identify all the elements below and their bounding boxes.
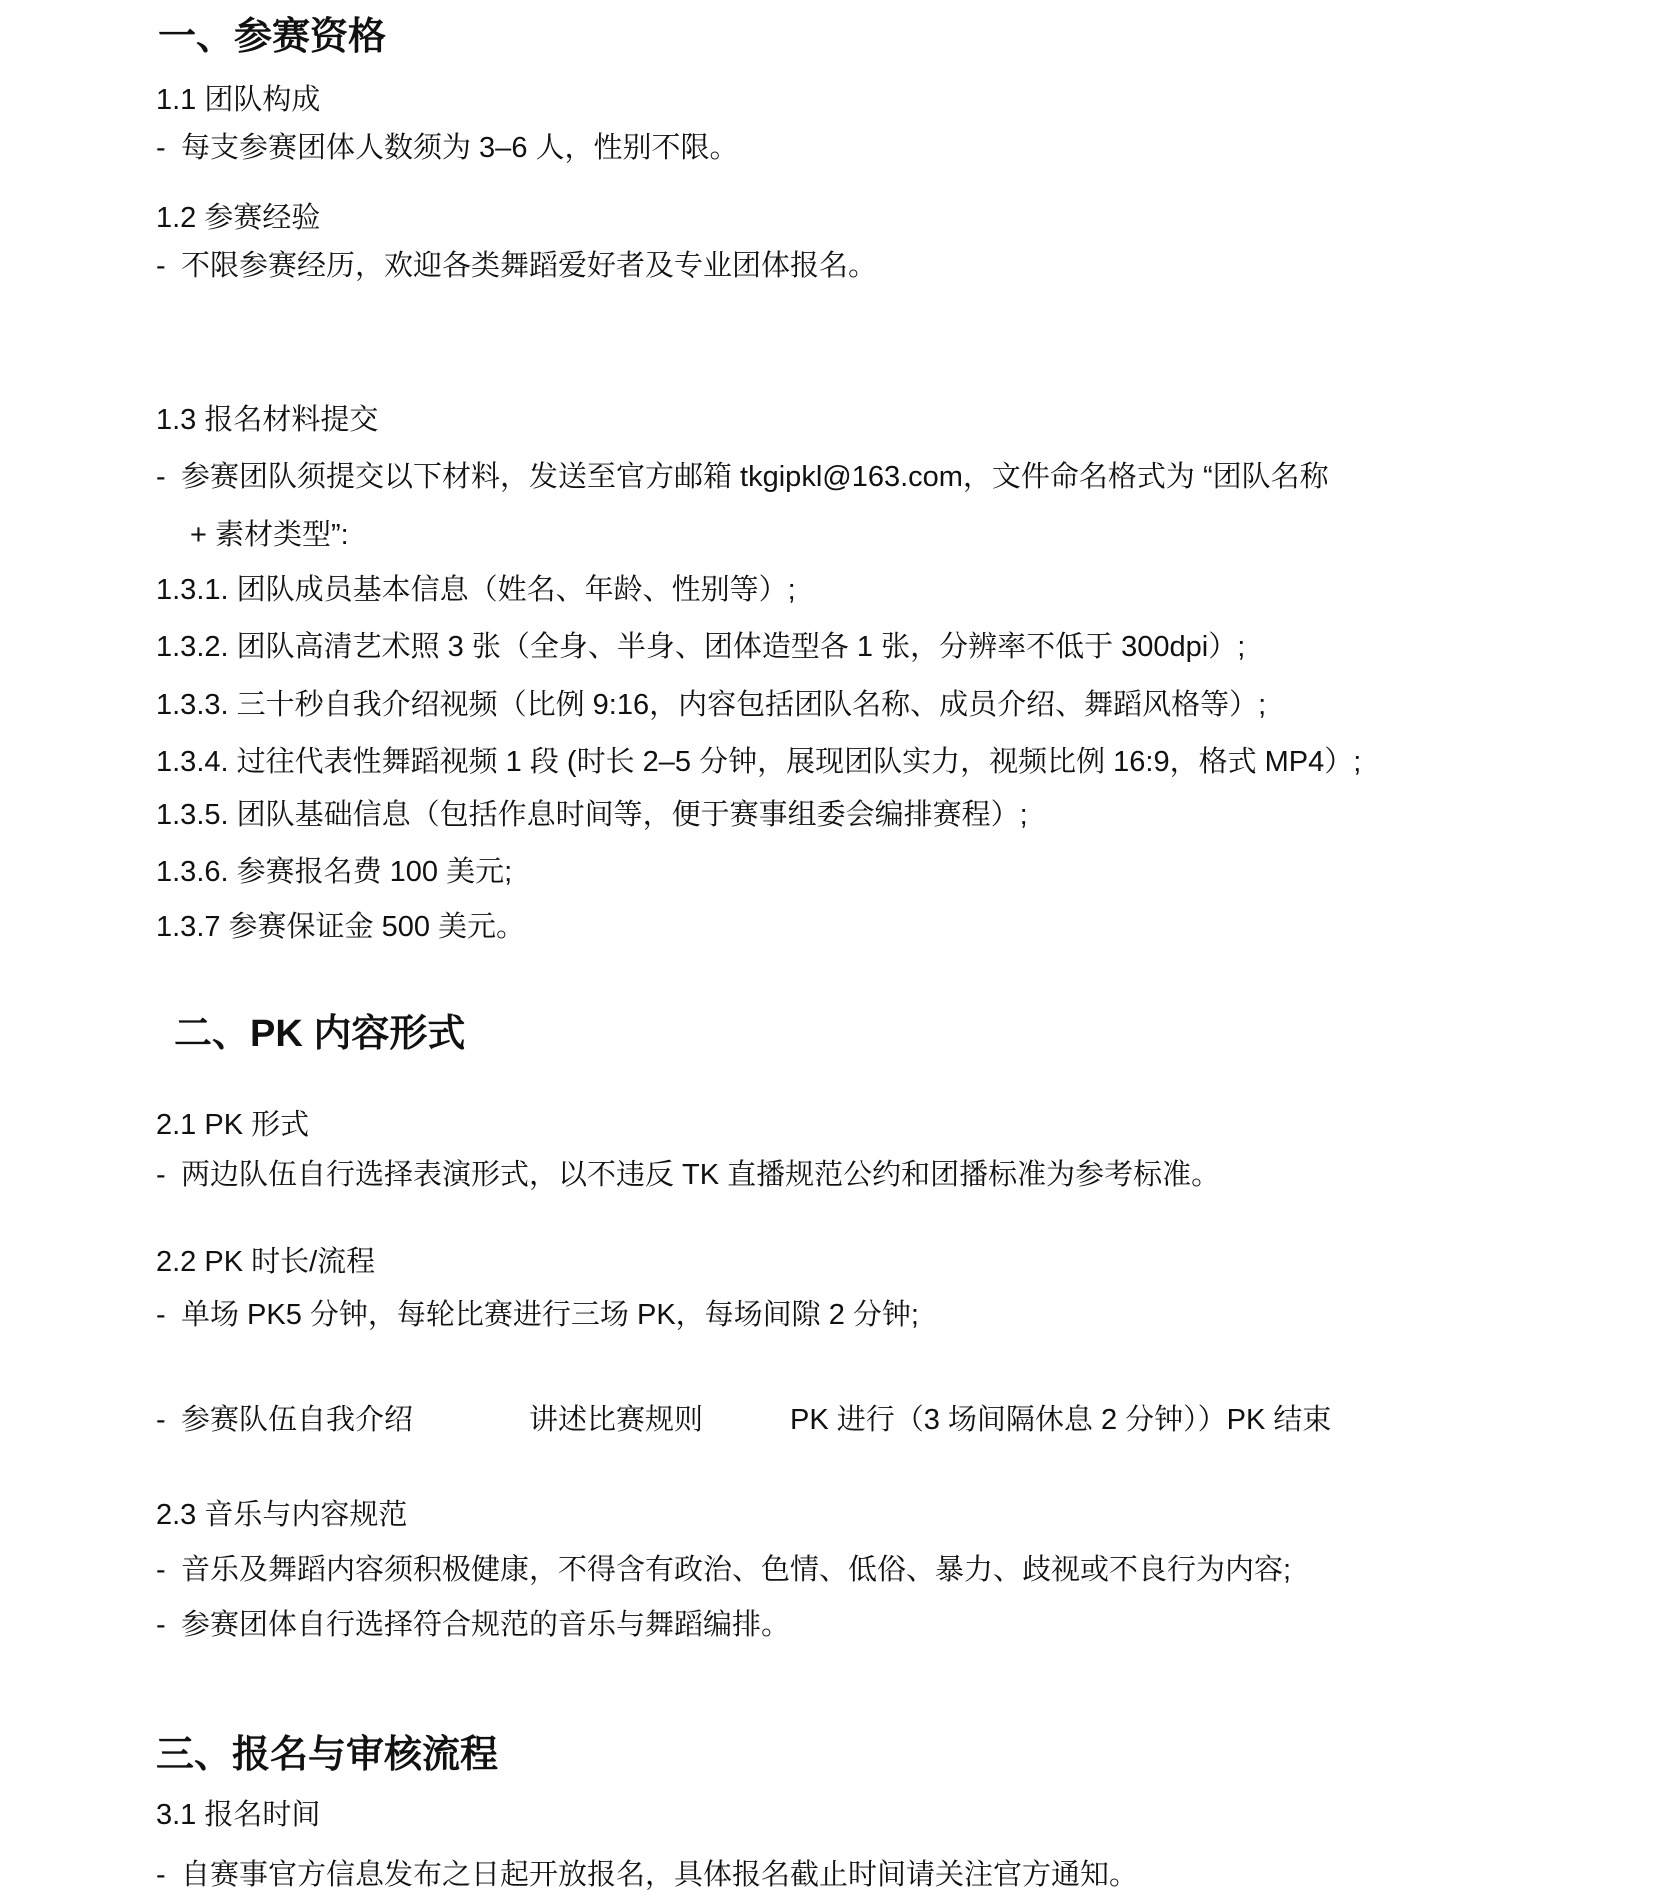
- bullet-text: 音乐及舞蹈内容须积极健康，不得含有政治、色情、低俗、暴力、歧视或不良行为内容;: [181, 1554, 1292, 1586]
- bullet-text: 每支参赛团体人数须为 3–6 人，性别不限。: [181, 132, 739, 164]
- section-pk-format: [156, 1008, 1614, 1649]
- subsection-label: 2.1 PK 形式: [156, 1109, 310, 1141]
- bullet-text: 两边队伍自行选择表演形式，以不违反 TK 直播规范公约和团播标准为参考标准。: [181, 1159, 1221, 1191]
- section-heading: 二、PK 内容形式: [174, 1013, 466, 1055]
- numbered-item: 1.3.7 参赛保证金 500 美元。: [156, 911, 526, 943]
- subsection-label: 1.3 报名材料提交: [156, 404, 379, 436]
- bullet-dash: -: [156, 132, 166, 164]
- bullet-item: [156, 453, 1614, 501]
- subsection-label: 3.1 报名时间: [156, 1799, 321, 1831]
- section-registration-review: [156, 1729, 1614, 1899]
- numbered-item: 1.3.6. 参赛报名费 100 美元;: [156, 856, 513, 888]
- bullet-dash: -: [156, 1299, 166, 1331]
- section-entry-qualifications: [156, 11, 1614, 951]
- bullet-item: [156, 1546, 1614, 1594]
- numbered-item: 1.3.2. 团队高清艺术照 3 张（全身、半身、团体造型各 1 张，分辨率不低于 300dpi）;: [156, 631, 1246, 663]
- bullet-dash: -: [156, 461, 166, 493]
- bullet-text: 参赛团队须提交以下材料，发送至官方邮箱 tkgipkl@163.com，文件命名格式为 “团队名称: [181, 461, 1329, 493]
- bullet-dash: -: [156, 250, 166, 282]
- bullet-item: [156, 1151, 1614, 1199]
- subsection-label: 2.3 音乐与内容规范: [156, 1499, 408, 1531]
- numbered-item: 1.3.1. 团队成员基本信息（姓名、年龄、性别等）;: [156, 574, 796, 606]
- numbered-item: 1.3.3. 三十秒自我介绍视频（比例 9:16，内容包括团队名称、成员介绍、舞蹈风格等）;: [156, 689, 1267, 721]
- section-heading: 三、报名与审核流程: [156, 1734, 499, 1776]
- bullet-text: 不限参赛经历，欢迎各类舞蹈爱好者及专业团体报名。: [181, 250, 878, 282]
- bullet-dash: -: [156, 1859, 166, 1891]
- subsection-label: 1.2 参赛经验: [156, 202, 321, 234]
- bullet-item: [156, 1396, 1614, 1444]
- bullet-dash: -: [156, 1554, 166, 1586]
- bullet-item: [156, 1291, 1614, 1339]
- section-heading: 一、参赛资格: [158, 16, 387, 58]
- bullet-text: 单场 PK5 分钟，每轮比赛进行三场 PK，每场间隙 2 分钟;: [181, 1299, 919, 1331]
- numbered-item: 1.3.4. 过往代表性舞蹈视频 1 段 (时长 2–5 分钟，展现团队实力，视频比例 16:9，格式 MP4）;: [156, 746, 1362, 778]
- bullet-item: [156, 1601, 1614, 1649]
- bullet-dash: -: [156, 1159, 166, 1191]
- bullet-text: 参赛团体自行选择符合规范的音乐与舞蹈编排。: [181, 1609, 791, 1641]
- bullet-item: [156, 124, 1614, 172]
- subsection-label: 1.1 团队构成: [156, 84, 321, 116]
- subsection-label: 2.2 PK 时长/流程: [156, 1246, 376, 1278]
- bullet-item: [156, 242, 1614, 290]
- bullet-dash: -: [156, 1404, 166, 1436]
- continuation-line: + 素材类型”:: [190, 519, 349, 551]
- bullet-text: 参赛队伍自我介绍 讲述比赛规则 PK 进行（3 场间隔休息 2 分钟））PK 结束: [181, 1404, 1332, 1436]
- bullet-text: 自赛事官方信息发布之日起开放报名，具体报名截止时间请关注官方通知。: [181, 1859, 1139, 1891]
- numbered-item: 1.3.5. 团队基础信息（包括作息时间等，便于赛事组委会编排赛程）;: [156, 799, 1028, 831]
- bullet-dash: -: [156, 1609, 166, 1641]
